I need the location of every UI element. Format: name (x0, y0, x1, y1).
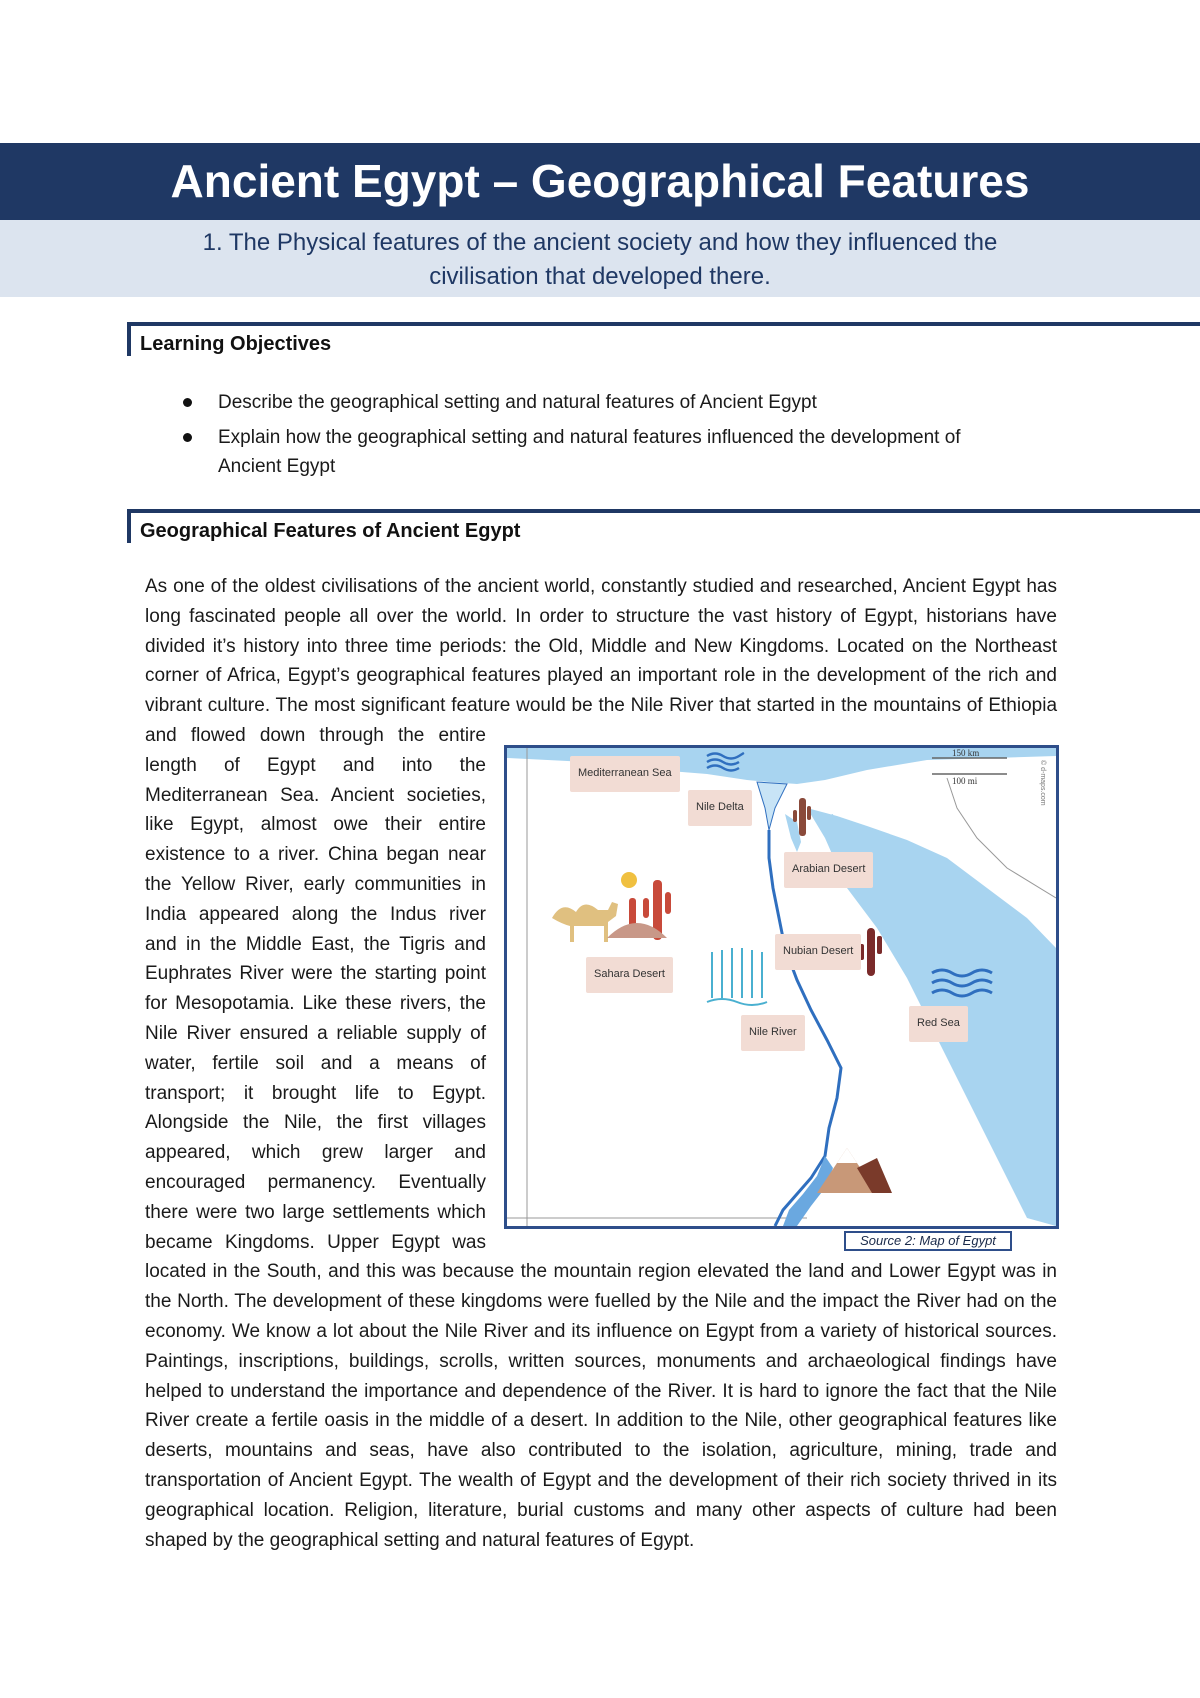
label-nubian-desert: Nubian Desert (775, 934, 861, 970)
body-text (145, 572, 1057, 1555)
page-title: Ancient Egypt – Geographical Features (0, 143, 1200, 220)
geo-features-heading: Geographical Features of Ancient Egypt (140, 520, 521, 542)
map-of-egypt (504, 745, 1059, 1229)
learning-objectives-header (127, 322, 1200, 356)
body-paragraph-intro: As one of the oldest civilisations of the ancient world, constantly studied and researched, Ancient Egypt has long fascinated people all over the world. In order to structure the vast history of Egypt, historians have divided it’s history into three time periods: the Old, Middle and New Kingdoms. Located on the Northeast corner of Africa, Egypt’s geographical features played an important role in the development of the rich and vibrant culture. The most significant feature would be the Nile River that started in the mountains of (145, 576, 1057, 717)
map-caption: Source 2: Map of Egypt (844, 1231, 1012, 1251)
objectives-list (183, 388, 1023, 487)
cactus-icon (859, 928, 882, 976)
body-paragraph-rest: Ethiopia and flowed down through the entire length of Egypt and into the Mediterranean Sea. Ancient societies, like Egypt, almost owe their entire existence to a river. China began near the Yellow River, early communities in India appeared along the Indus river and in the Middle East, the Tigris and Euphrates River were the starting point for Mesopotamia. Like these rivers, the Nile River ensured a reliable supply of water, fertile soil and a means of transport; it brought life to Egypt. Alongside the Nile, the first villages appeared, which grew larger and encouraged permanency. Eventually there were two large settlements which became Kingdoms. Upper Egypt was located in the South, and this was because the mountain region elevated the land and Lower Egypt was in the North. The development of these kingdoms were fuelled by the Nile and the impact the River had on the economy. We know a lot about the Nile River and its influence on Egypt from a variety of historical sources. Paintings, inscriptions, buildings, scrolls, written sources, monuments and archaeological findings have helped to understand the importance and dependence of the River. It is hard to ignore the fact that the Nile River create a fertile oasis in the middle of a desert. In addition to the Nile, other geographical features like deserts, mountains and seas, have also contributed to the isolation, agriculture, mining, trade and transportation of Ancient Egypt. The wealth of Egypt and the development of their rich society thrived in its geographical location. Religion, literature, burial customs and many other aspects of culture had been shaped by the geographical setting and natural features of Egypt. (145, 695, 1058, 1551)
objective-item: Describe the geographical setting and natural features of Ancient Egypt (183, 388, 1023, 417)
learning-objectives-heading: Learning Objectives (140, 333, 332, 355)
label-mediterranean-sea: Mediterranean Sea (570, 756, 680, 792)
map-credit: © d-maps.com (1039, 759, 1046, 806)
waterfall-icon (707, 948, 767, 1005)
subtitle-line-2: civilisation that developed there. (429, 263, 771, 290)
geo-features-header (127, 509, 1200, 543)
map-figure (504, 745, 1059, 1250)
label-sahara-desert: Sahara Desert (586, 957, 673, 993)
label-red-sea: Red Sea (909, 1006, 968, 1042)
camel-icon (552, 902, 618, 942)
label-arabian-desert: Arabian Desert (784, 852, 873, 888)
page-subtitle (0, 220, 1200, 297)
sun-icon (621, 872, 637, 888)
objective-item: Explain how the geographical setting and natural features influenced the development of Ancient Egypt (183, 423, 1023, 481)
subtitle-line-1: 1. The Physical features of the ancient society and how they influenced the (202, 229, 998, 256)
scale-km-label: 150 km (952, 747, 980, 758)
label-nile-delta: Nile Delta (688, 790, 752, 826)
label-nile-river: Nile River (741, 1015, 805, 1051)
nile-delta-shape (757, 782, 787, 830)
scale-mi-label: 100 mi (952, 775, 978, 786)
